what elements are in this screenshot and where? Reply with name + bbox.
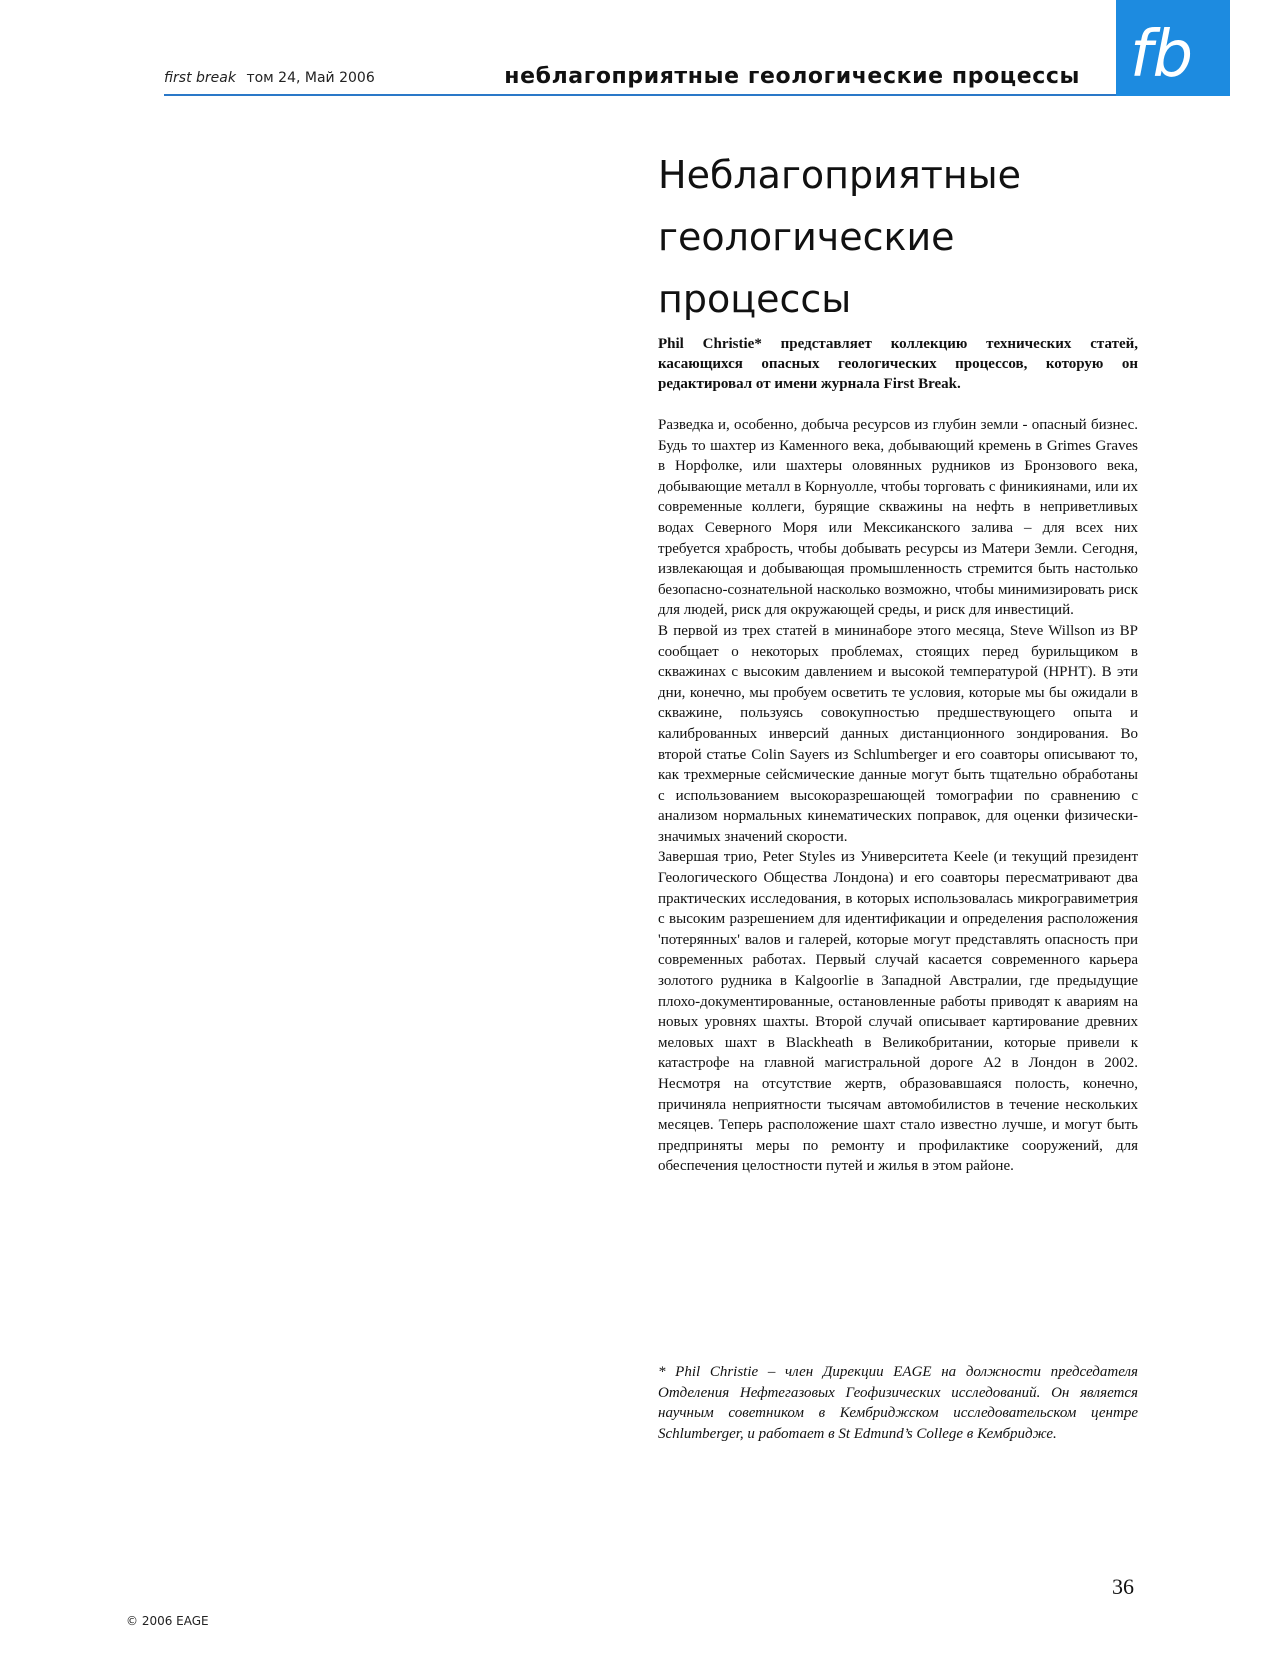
section-title: неблагоприятные геологические процессы — [504, 64, 1080, 89]
fb-logo-icon — [1116, 0, 1230, 96]
title-line: Неблагоприятные — [658, 153, 1022, 197]
body-paragraph: Завершая трио, Peter Styles из Университета Keele (и текущий президент Геологического Общества Лондона) и его соавторы пересматривают два практических исследования, в которых использовалась микрогравиметрия с высоким разрешением для идентификации и определения расположения 'потерянных' валов и галерей, которые могут представлять опасность при современных работах. Первый случай касается современного карьера золотого рудника в Kalgoorlie в Западной Австралии, где предыдущие плохо-документированные, остановленные работы приводят к авариям на новых уровнях шахты. Второй случай описывает картирование древних меловых шахт в Blackheath в Великобритании, которые привели к катастрофе на главной магистральной дороге A2 в Лондон в 2002. Несмотря на отсутствие жертв, образовавшаяся полость, конечно, причиняла неприятности тысячам автомобилистов в течение нескольких месяцев. Теперь расположение шахт стало известно лучше, и могут быть предприняты меры по ремонту и профилактике сооружений, для обеспечения целостности путей и жилья в этом районе. — [658, 849, 1138, 1175]
title-line: геологические — [658, 215, 955, 259]
author-footnote: * Phil Christie – член Дирекции EAGE на должности председателя Отделения Нефтегазовых Геофизических исследований. Он является научным советником в Кембриджском исследовательском центре Schlumberger, и работает в St Edmund’s College в Кембридже. — [658, 1364, 1138, 1442]
body-paragraph: В первой из трех статей в мининаборе этого месяца, Steve Willson из BP сообщает о некоторых проблемах, стоящих перед бурильщиком в скважинах с высоким давлением и высокой температурой (HPHT). В эти дни, конечно, мы пробуем осветить те условия, которые мы бы ожидали в скважине, пользуясь совокупностью предшествующего опыта и калиброванных инверсий данных дистанционного зондирования. Во второй статье Colin Sayers из Schlumberger и его соавторы описывают то, как трехмерные сейсмические данные могут быть тщательно обработаны с использованием высокоразрешающей томографии по сравнению с анализом нормальных кинематических поправок, для оценки физически-значимых значений скорости. — [658, 622, 1138, 845]
journal-name: first break — [164, 70, 236, 86]
copyright-notice: © 2006 EAGE — [126, 1614, 209, 1628]
page-number: 36 — [1112, 1574, 1134, 1599]
article-body — [658, 415, 1138, 1177]
issue-info — [164, 70, 375, 86]
title-line: процессы — [658, 277, 852, 321]
article-title — [658, 144, 1158, 330]
issue-number: том 24, Май 2006 — [246, 70, 375, 86]
logo-text: fb — [1130, 18, 1194, 92]
body-paragraph: Разведка и, особенно, добыча ресурсов из глубин земли - опасный бизнес. Будь то шахтер из Каменного века, добывающий кремень в Grimes Graves в Норфолке, или шахтеры оловянных рудников из Бронзового века, добывающие металл в Корнуолле, чтобы торговать с финикиянами, или их современные коллеги, бурящие скважины на нефть в неприветливых водах Северного Моря или Мексиканского залива – для всех них требуется храбрость, чтобы добывать ресурсы из Матери Земли. Сегодня, извлекающая и добывающая промышленность стремится быть настолько безопасно-сознательной насколько возможно, чтобы минимизировать риск для людей, риск для окружающей среды, и риск для инвестиций. — [658, 417, 1138, 619]
header-rule — [164, 94, 1230, 96]
fb-logo — [1116, 0, 1230, 96]
article-lead: Phil Christie* представляет коллекцию технических статей, касающихся опасных геологических процессов, которую он редактировал от имени журнала First Break. — [658, 336, 1138, 392]
running-header — [164, 66, 1226, 96]
